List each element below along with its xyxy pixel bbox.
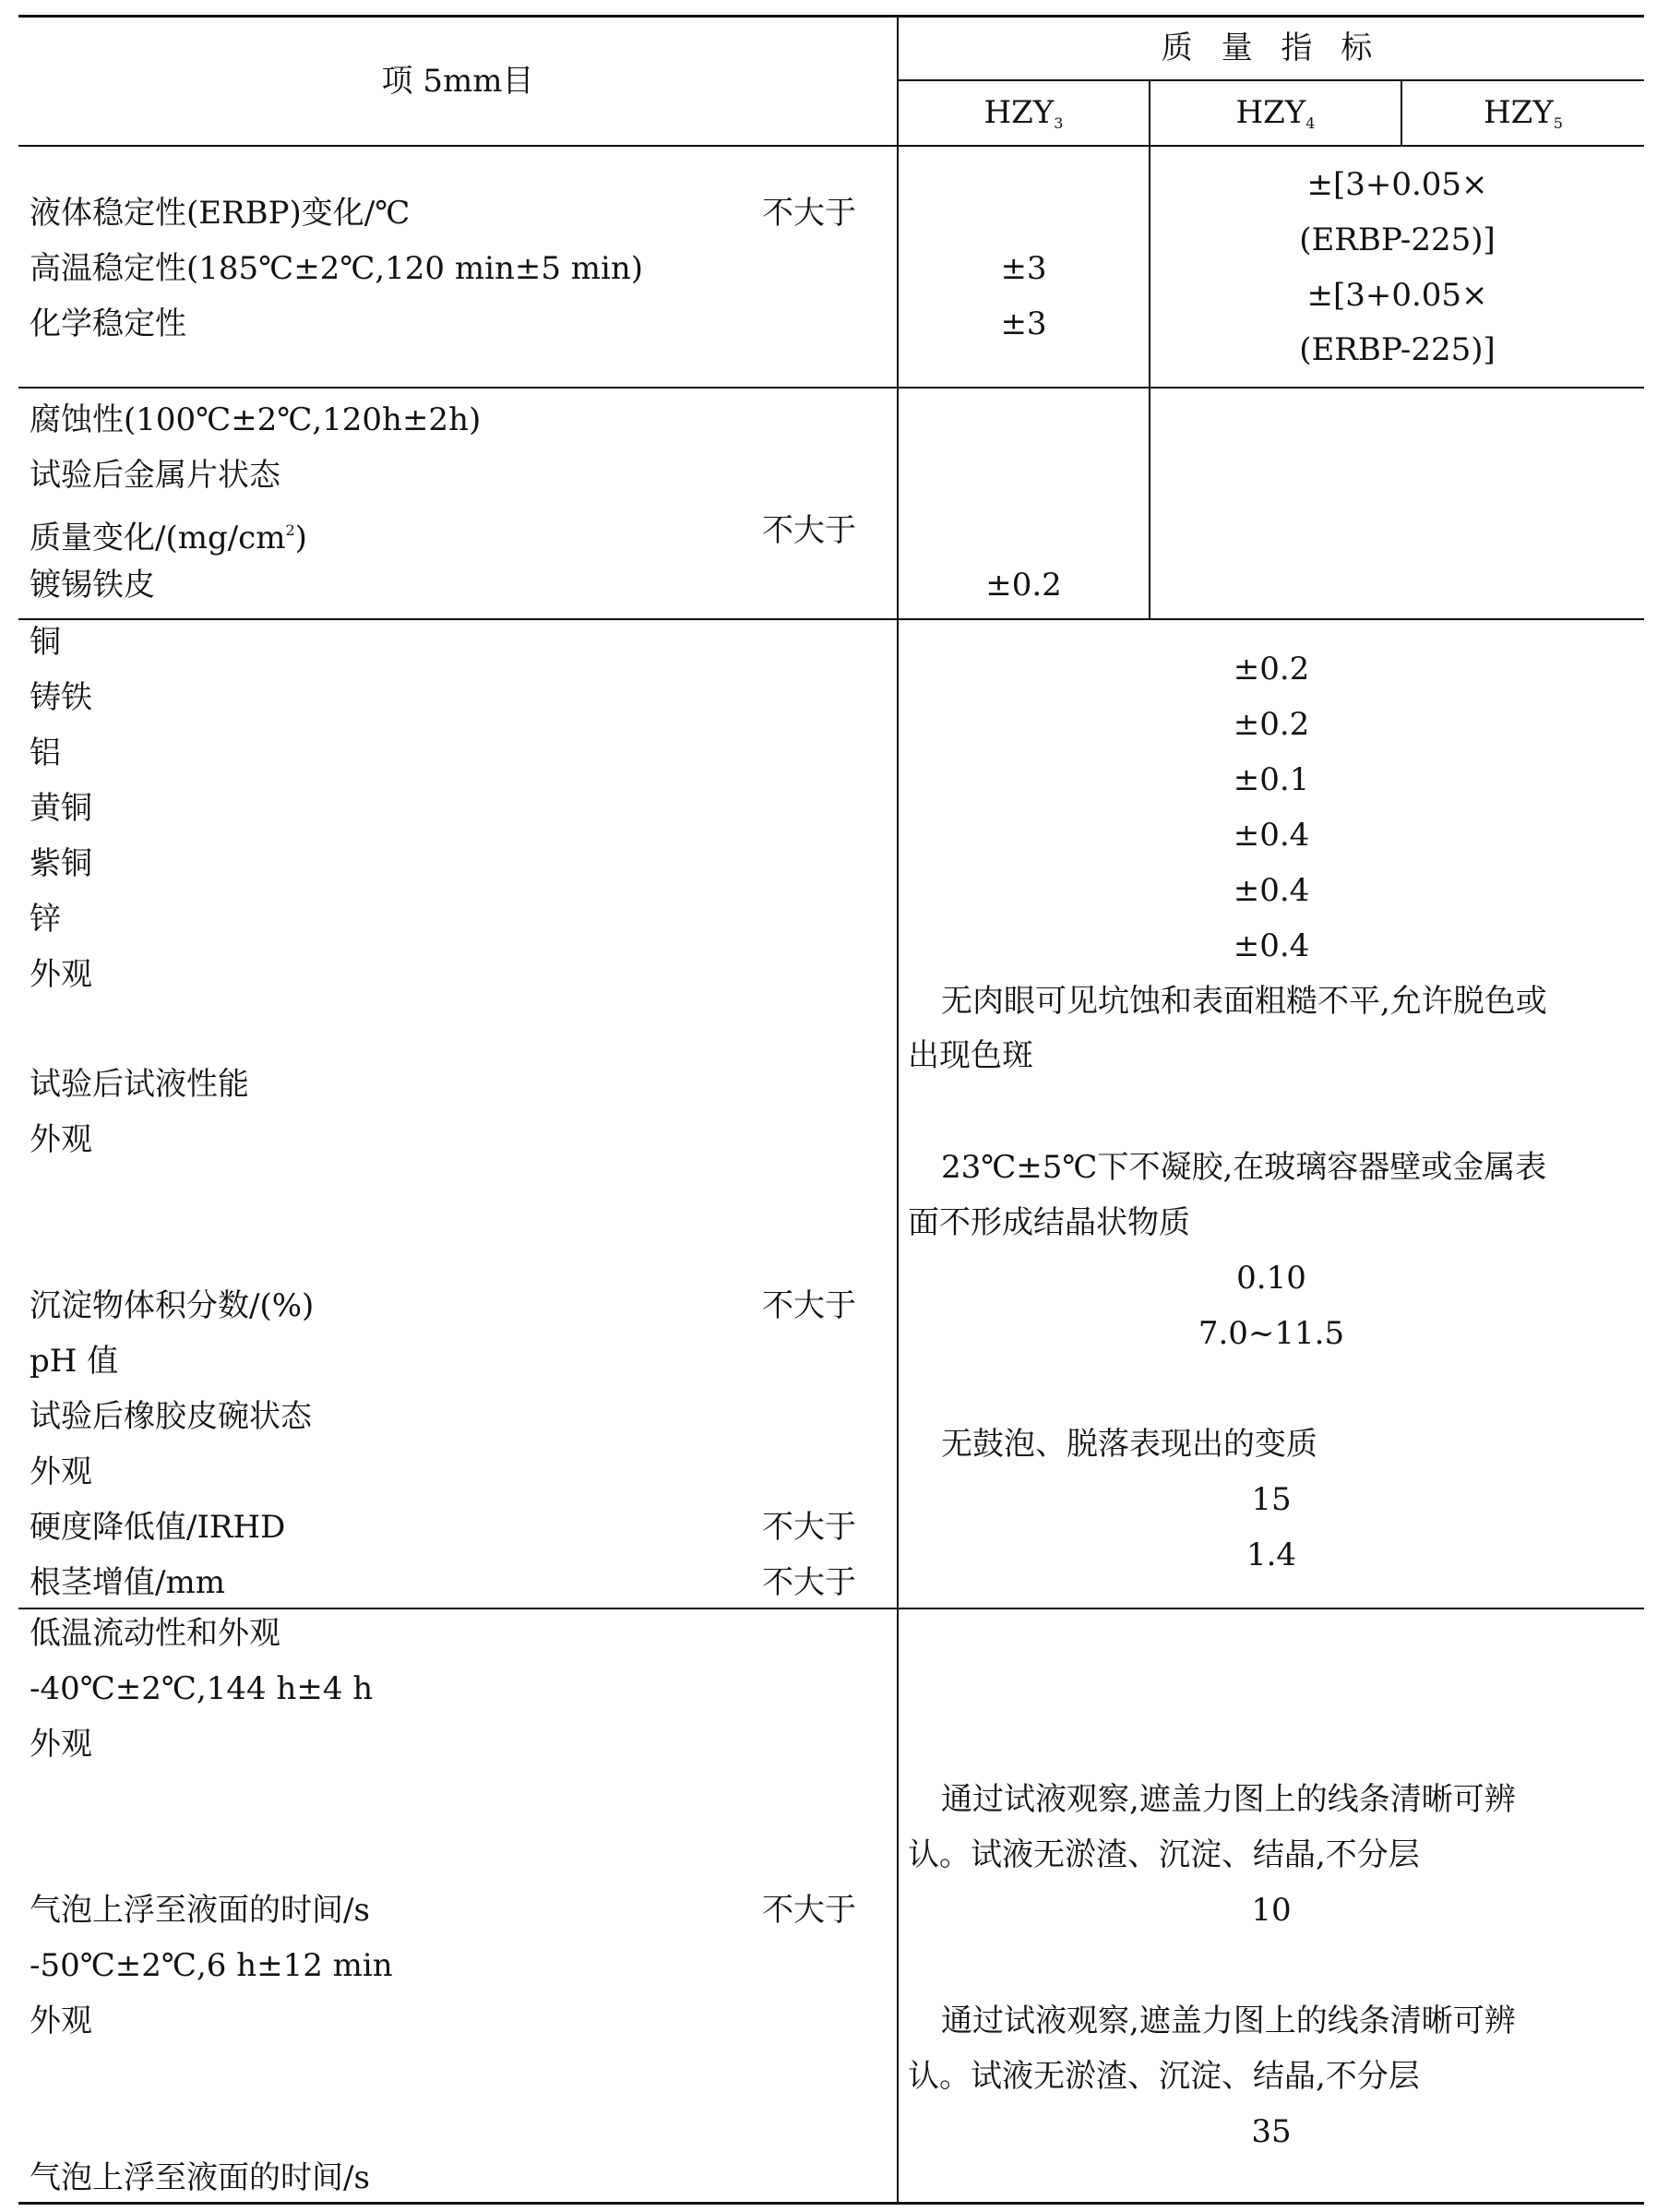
metal-appearance-label: 外观 <box>30 956 92 993</box>
tinplate-value: ±0.2 <box>985 567 1062 604</box>
section1-bottom-rule <box>18 387 1644 389</box>
cond-minus50-label: -50℃±2℃,6 h±12 min <box>30 1947 393 1984</box>
section3-bottom-rule <box>18 1608 1644 1609</box>
sediment-limit: 不大于 <box>762 1287 856 1324</box>
section2-bottom-rule <box>18 618 1644 620</box>
hzy45-formula-line2: (ERBP-225)] <box>1299 221 1496 258</box>
table-top-rule <box>18 15 1644 18</box>
rubber-state-label: 试验后橡胶皮碗状态 <box>30 1398 312 1435</box>
grade-hzy4-sub: 4 <box>1305 114 1316 132</box>
hzy45-formula-line1: ±[3+0.05× <box>1306 166 1488 203</box>
metal-copper-label: 铜 <box>30 624 61 661</box>
zinc-value: ±0.4 <box>1233 927 1310 964</box>
appearance-minus50-text-line2: 认。试液无淤渣、沉淀、结晶,不分层 <box>908 2058 1420 2095</box>
ph-label: pH 值 <box>30 1343 119 1380</box>
root-growth-value: 1.4 <box>1246 1536 1297 1573</box>
grade-hzy3-sub: 3 <box>1054 114 1064 132</box>
root-growth-label: 根茎增值/mm <box>30 1564 225 1601</box>
cond-minus40-label: -40℃±2℃,144 h±4 h <box>30 1670 374 1707</box>
bubble-time-minus40-limit: 不大于 <box>762 1892 856 1929</box>
bubble-time-minus40-value: 10 <box>1251 1892 1292 1929</box>
metal-appearance-text-line2: 出现色斑 <box>908 1037 1033 1074</box>
rubber-appearance-text: 无鼓泡、脱落表现出的变质 <box>941 1426 1317 1463</box>
appearance-minus50-label: 外观 <box>30 2003 92 2039</box>
table-bottom-rule <box>18 2202 1644 2205</box>
appearance-minus50-text-line1: 通过试液观察,遮盖力图上的线条清晰可辨 <box>941 2003 1516 2039</box>
aluminum-value: ±0.1 <box>1233 761 1310 798</box>
hzy45-formula-line3: ±[3+0.05× <box>1306 277 1488 314</box>
mass-change-limit: 不大于 <box>762 512 856 549</box>
item-column-header: 项 5mm目 <box>381 63 534 100</box>
mass-change-close: ) <box>294 520 307 556</box>
metal-brass-label: 黄铜 <box>30 790 92 827</box>
liquid-stability-limit: 不大于 <box>762 195 856 232</box>
mass-change-unit: 质量变化/(mg/cm <box>30 520 286 556</box>
corrosion-label: 腐蚀性(100℃±2℃,120h±2h) <box>30 401 482 438</box>
hzy3-chemical-value: ±3 <box>1000 305 1047 342</box>
sediment-value: 0.10 <box>1236 1260 1306 1297</box>
grade-hzy5-header <box>1402 94 1644 142</box>
bubble-time-minus40-label: 气泡上浮至液面的时间/s <box>30 1892 370 1929</box>
metal-zinc-label: 锌 <box>30 901 61 938</box>
hardness-value: 15 <box>1251 1481 1292 1518</box>
metal-cast-iron-label: 铸铁 <box>30 679 92 716</box>
metal-red-copper-label: 紫铜 <box>30 845 92 882</box>
item-column-divider <box>897 15 899 2204</box>
liquid-performance-label: 试验后试液性能 <box>30 1066 249 1103</box>
quality-header-rule <box>898 79 1644 81</box>
mass-change-exponent: 2 <box>285 521 295 539</box>
appearance-minus40-text-line1: 通过试液观察,遮盖力图上的线条清晰可辨 <box>941 1781 1516 1818</box>
hardness-label: 硬度降低值/IRHD <box>30 1509 286 1546</box>
copper-value: ±0.2 <box>1233 651 1310 688</box>
cast-iron-value: ±0.2 <box>1233 706 1310 743</box>
grade-hzy3-header <box>899 94 1149 142</box>
mass-change-label <box>30 512 307 556</box>
ph-value: 7.0~11.5 <box>1198 1315 1345 1352</box>
hzy3-high-temp-value: ±3 <box>1000 250 1047 287</box>
liquid-appearance-text-line2: 面不形成结晶状物质 <box>908 1204 1190 1241</box>
appearance-minus40-text-line2: 认。试液无淤渣、沉淀、结晶,不分层 <box>908 1836 1420 1873</box>
rubber-appearance-label: 外观 <box>30 1453 92 1490</box>
grade-hzy3-name: HZY <box>983 94 1055 131</box>
red-copper-value: ±0.4 <box>1233 872 1310 909</box>
hardness-limit: 不大于 <box>762 1509 856 1546</box>
grade-hzy5-sub: 5 <box>1553 114 1563 132</box>
root-growth-limit: 不大于 <box>762 1564 856 1601</box>
bubble-time-minus50-value: 35 <box>1251 2113 1292 2150</box>
liquid-appearance-text-line1: 23℃±5℃下不凝胶,在玻璃容器壁或金属表 <box>941 1149 1547 1186</box>
liquid-appearance-label: 外观 <box>30 1121 92 1158</box>
low-temp-fluidity-label: 低温流动性和外观 <box>30 1615 280 1652</box>
grade-hzy4-name: HZY <box>1235 94 1306 131</box>
chemical-stability-label: 化学稳定性 <box>30 305 186 342</box>
sediment-label: 沉淀物体积分数/(%) <box>30 1287 315 1324</box>
grade-hzy5-name: HZY <box>1484 94 1554 131</box>
high-temp-stability-label: 高温稳定性(185℃±2℃,120 min±5 min) <box>30 250 644 287</box>
hzy45-formula-line4: (ERBP-225)] <box>1299 331 1496 368</box>
grade-hzy4-header <box>1150 94 1401 142</box>
tinplate-label: 镀锡铁皮 <box>30 567 155 604</box>
metal-aluminum-label: 铝 <box>30 735 61 771</box>
metal-state-label: 试验后金属片状态 <box>30 457 280 494</box>
brass-value: ±0.4 <box>1233 817 1310 854</box>
metal-appearance-text-line1: 无肉眼可见坑蚀和表面粗糙不平,允许脱色或 <box>941 983 1547 1020</box>
quality-index-header: 质 量 指 标 <box>1161 30 1382 66</box>
liquid-stability-label: 液体稳定性(ERBP)变化/℃ <box>30 195 411 232</box>
appearance-minus40-label: 外观 <box>30 1726 92 1763</box>
bubble-time-minus50-label: 气泡上浮至液面的时间/s <box>30 2159 370 2196</box>
